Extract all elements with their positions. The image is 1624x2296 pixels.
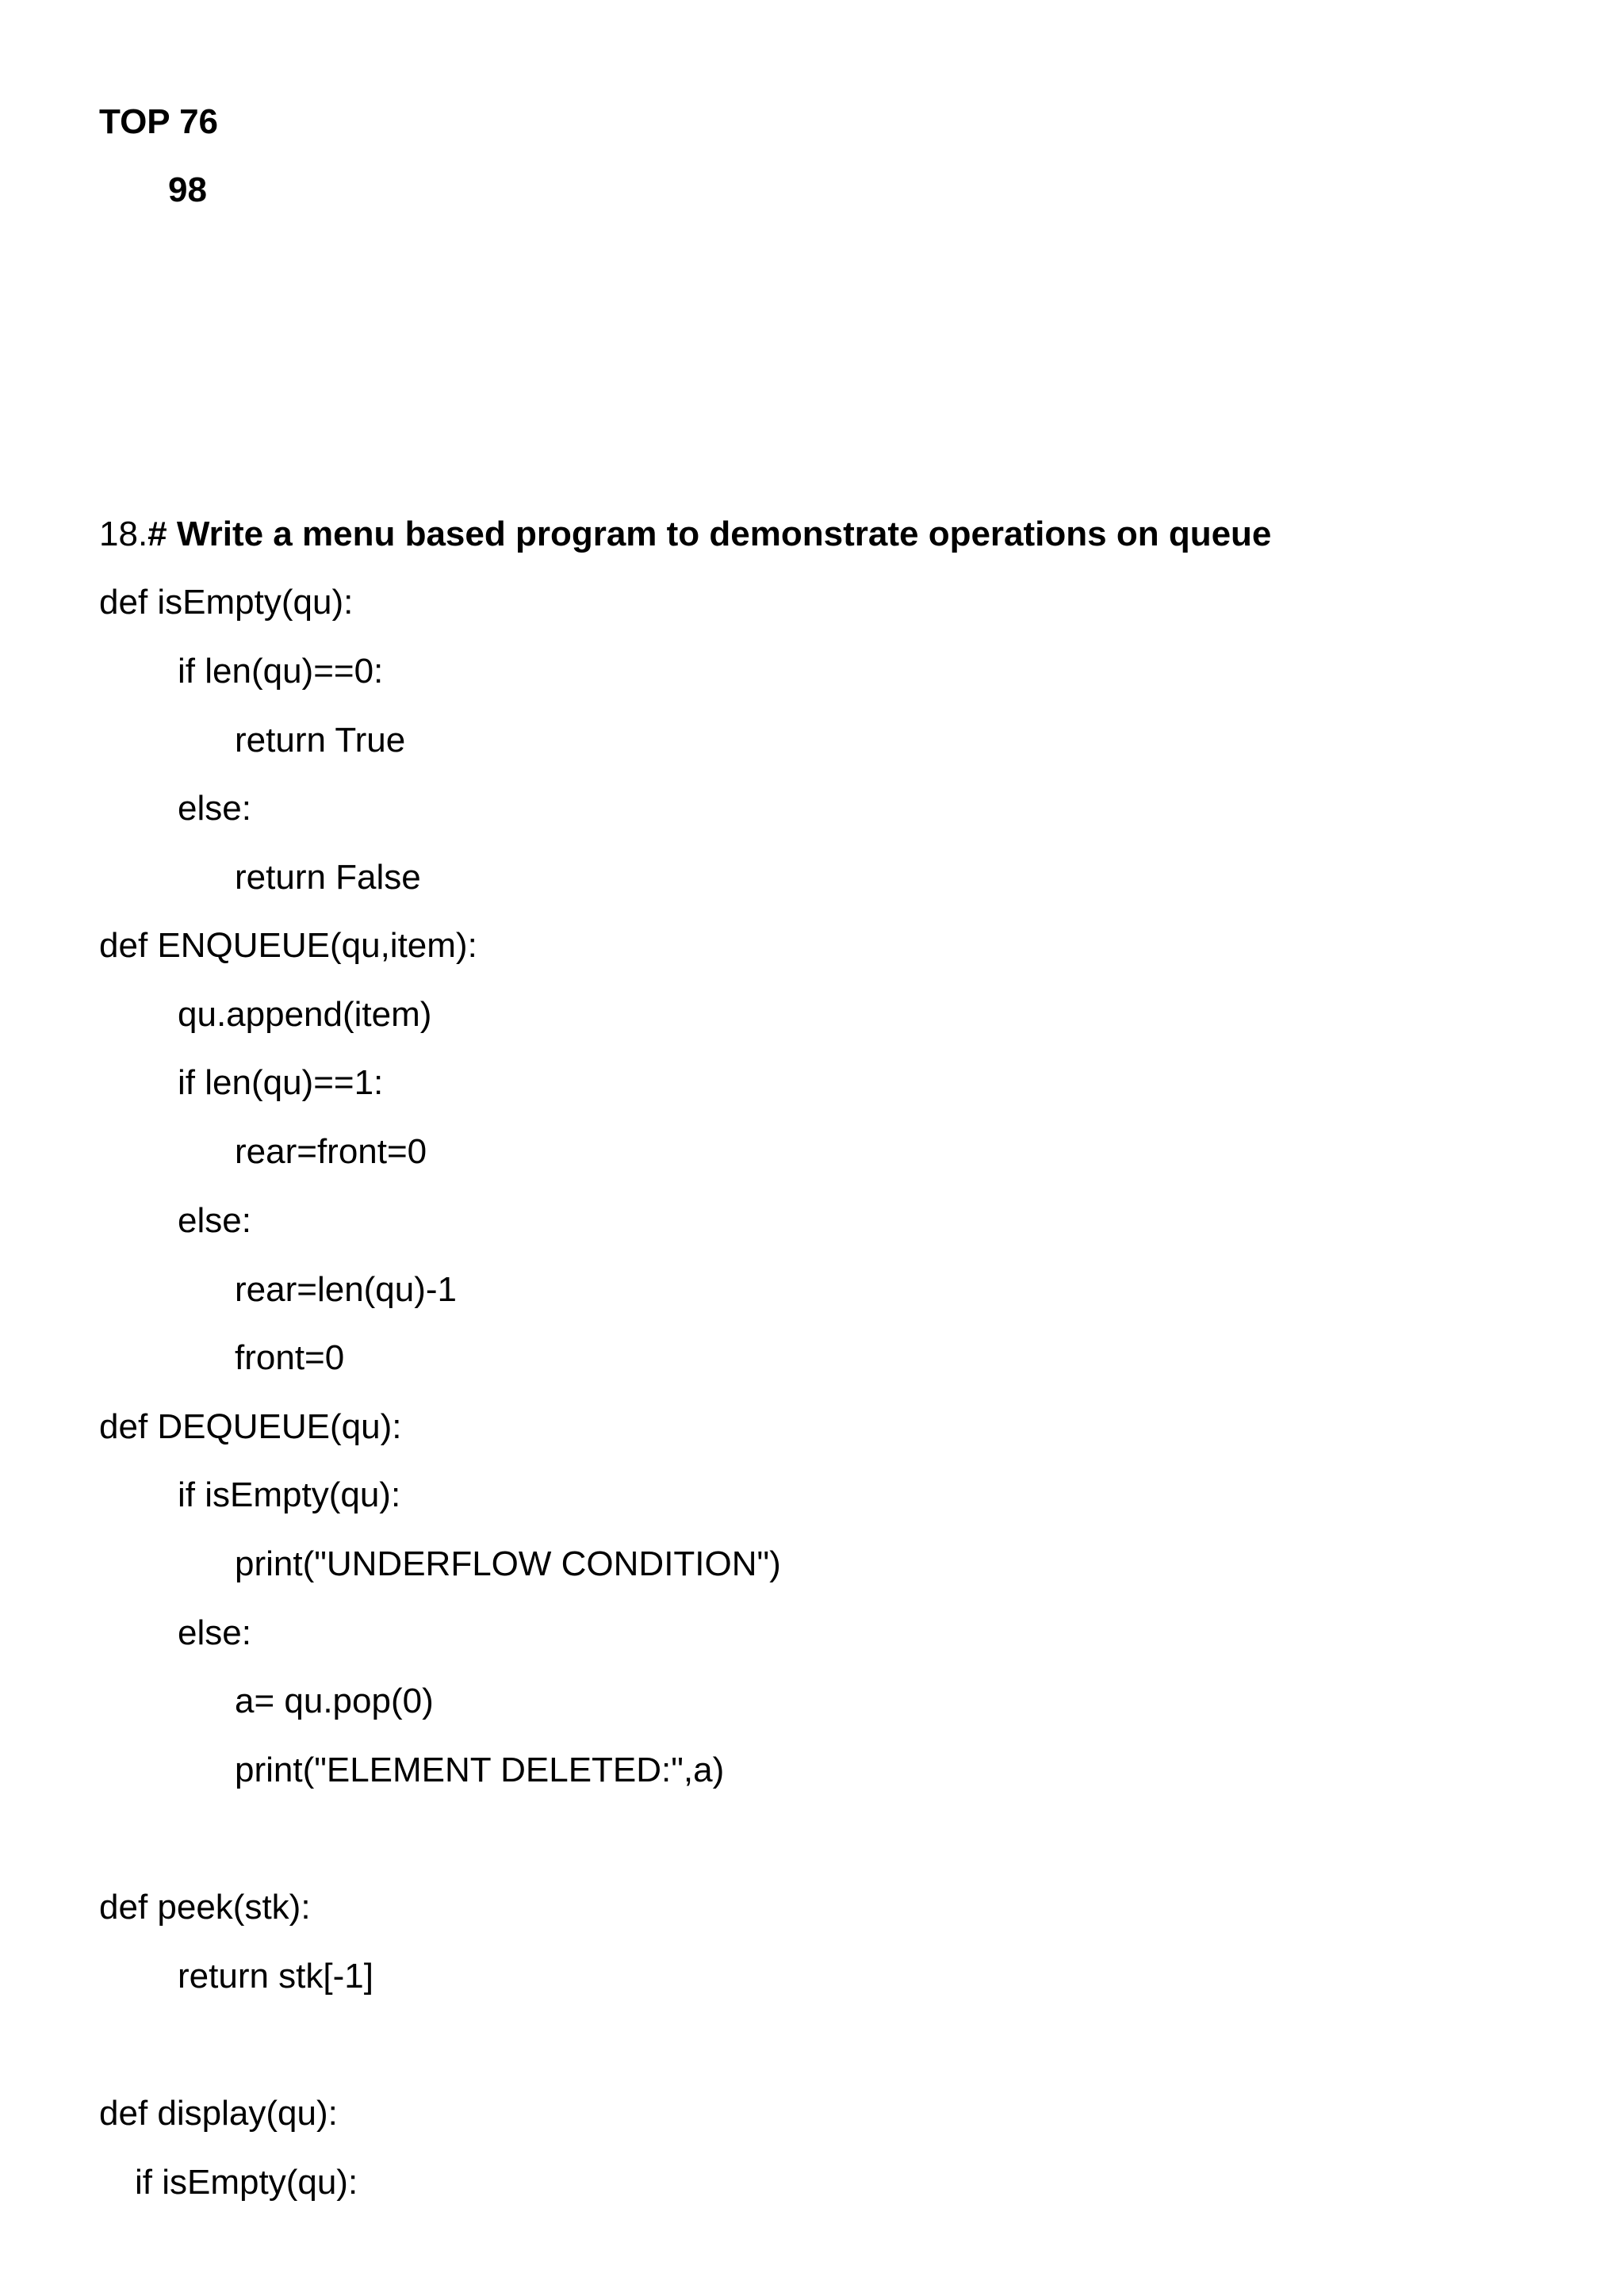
code-line: rear=front=0 — [235, 1132, 427, 1171]
code-line: def isEmpty(qu): — [99, 583, 354, 622]
code-line: if len(qu)==1: — [178, 1063, 384, 1102]
code-line: else: — [178, 1613, 251, 1652]
code-line: def DEQUEUE(qu): — [99, 1407, 402, 1446]
question-title: # Write a menu based program to demonstrate operations on queue — [147, 515, 1272, 553]
code-line: if isEmpty(qu): — [178, 1475, 401, 1514]
sub-value: 98 — [168, 170, 207, 209]
code-line: def display(qu): — [99, 2094, 338, 2133]
code-line: print("ELEMENT DELETED:",a) — [235, 1751, 725, 1789]
question-number: 18. — [99, 515, 148, 553]
code-line: return False — [235, 858, 421, 897]
code-line: print("UNDERFLOW CONDITION") — [235, 1544, 781, 1583]
code-line: else: — [178, 789, 251, 828]
code-line: def ENQUEUE(qu,item): — [99, 926, 477, 965]
code-line: return stk[-1] — [178, 1957, 373, 1996]
code-line: rear=len(qu)-1 — [235, 1270, 458, 1309]
code-line: a= qu.pop(0) — [235, 1682, 434, 1720]
code-line: else: — [178, 1201, 251, 1240]
question-heading — [99, 512, 1271, 557]
code-line: qu.append(item) — [178, 995, 432, 1034]
code-line: if len(qu)==0: — [178, 652, 384, 691]
code-line: return True — [235, 721, 406, 760]
top-label: TOP 76 — [99, 102, 219, 141]
code-line: front=0 — [235, 1338, 345, 1377]
code-line: def peek(stk): — [99, 1888, 311, 1927]
code-line: if isEmpty(qu): — [135, 2163, 358, 2202]
